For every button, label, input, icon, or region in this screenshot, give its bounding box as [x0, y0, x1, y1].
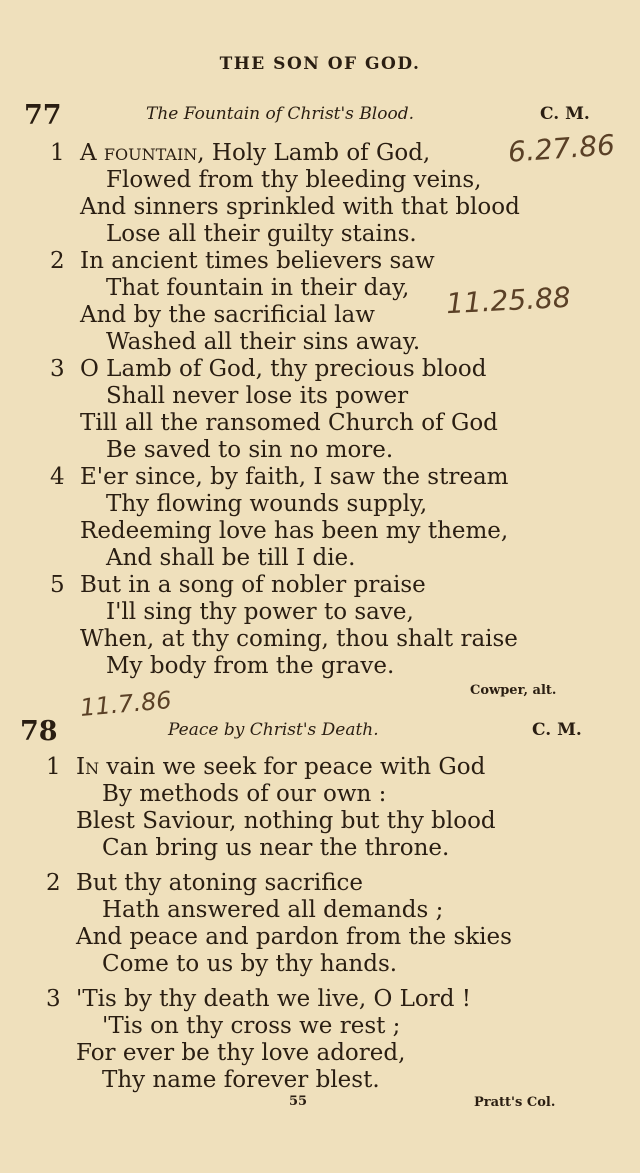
verse-line: I'll sing thy power to save, [106, 599, 414, 625]
verse-line [80, 142, 430, 165]
verse-line: In ancient times believers saw [80, 248, 435, 274]
verse-line: My body from the grave. [106, 653, 395, 679]
first-word: In [76, 754, 100, 780]
stanza-number: 3 [46, 986, 61, 1012]
verse-line: Be saved to sin no more. [106, 437, 394, 463]
verse-line: And shall be till I die. [106, 545, 356, 571]
verse-line: Hath answered all demands ; [102, 897, 444, 923]
verse-line: Can bring us near the throne. [102, 835, 450, 861]
verse-line: Thy flowing wounds supply, [106, 491, 428, 517]
verse-line: Till all the ransomed Church of God [80, 410, 498, 436]
stanza-number: 5 [50, 572, 65, 598]
verse-line-text: Holy Lamb of God, [211, 140, 431, 166]
verse-line: But in a song of nobler praise [80, 572, 426, 598]
verse-line: And by the sacrificial law [80, 302, 375, 328]
hymn-meter: C. M. [540, 104, 590, 124]
stanza-number: 2 [46, 870, 61, 896]
verse-line: O Lamb of God, thy precious blood [80, 356, 487, 382]
verse-line: But thy atoning sacrifice [76, 870, 364, 896]
verse-line: Shall never lose its power [106, 383, 409, 409]
verse-line: 'Tis by thy death we live, O Lord ! [76, 986, 472, 1012]
handwritten-note: 11.25.88 [445, 280, 572, 321]
stanza-number: 2 [50, 248, 65, 274]
hymn-number: 78 [20, 716, 58, 747]
attribution: Pratt's Col. [474, 1095, 556, 1110]
verse-line: And sinners sprinkled with that blood [80, 194, 520, 220]
stanza-number: 4 [50, 464, 65, 490]
hymn-meter: C. M. [532, 720, 582, 740]
hymn-number: 77 [24, 100, 62, 131]
verse-line: And peace and pardon from the skies [76, 924, 512, 950]
verse-line: Redeeming love has been my theme, [80, 518, 509, 544]
verse-line: That fountain in their day, [106, 275, 410, 301]
verse-line: By methods of our own : [102, 781, 387, 807]
hymn-title: Peace by Christ's Death. [168, 720, 379, 740]
stanza-number: 3 [50, 356, 65, 382]
hymn-title: The Fountain of Christ's Blood. [146, 104, 414, 124]
verse-line: Flowed from thy bleeding veins, [106, 167, 482, 193]
handwritten-note: 11.7.86 [78, 686, 173, 722]
handwritten-note: 6.27.86 [506, 128, 616, 169]
stanza-number: 1 [50, 140, 65, 166]
attribution: Cowper, alt. [470, 683, 557, 698]
verse-line: Thy name forever blest. [102, 1067, 380, 1093]
verse-line: E'er since, by faith, I saw the stream [80, 464, 509, 490]
verse-line [76, 756, 485, 779]
verse-line: Blest Saviour, nothing but thy blood [76, 808, 496, 834]
verse-line: Come to us by thy hands. [102, 951, 398, 977]
page-number: 55 [289, 1094, 308, 1109]
page-header: THE SON OF GOD. [219, 54, 421, 74]
stanza-number: 1 [46, 754, 61, 780]
verse-line: 'Tis on thy cross we rest ; [102, 1013, 401, 1039]
verse-line: Lose all their guilty stains. [106, 221, 417, 247]
verse-line-text: vain we seek for peace with God [106, 754, 486, 780]
verse-line: When, at thy coming, thou shalt raise [80, 626, 518, 652]
verse-line: For ever be thy love adored, [76, 1040, 406, 1066]
verse-line: Washed all their sins away. [106, 329, 421, 355]
first-word: A fountain, [80, 140, 205, 166]
